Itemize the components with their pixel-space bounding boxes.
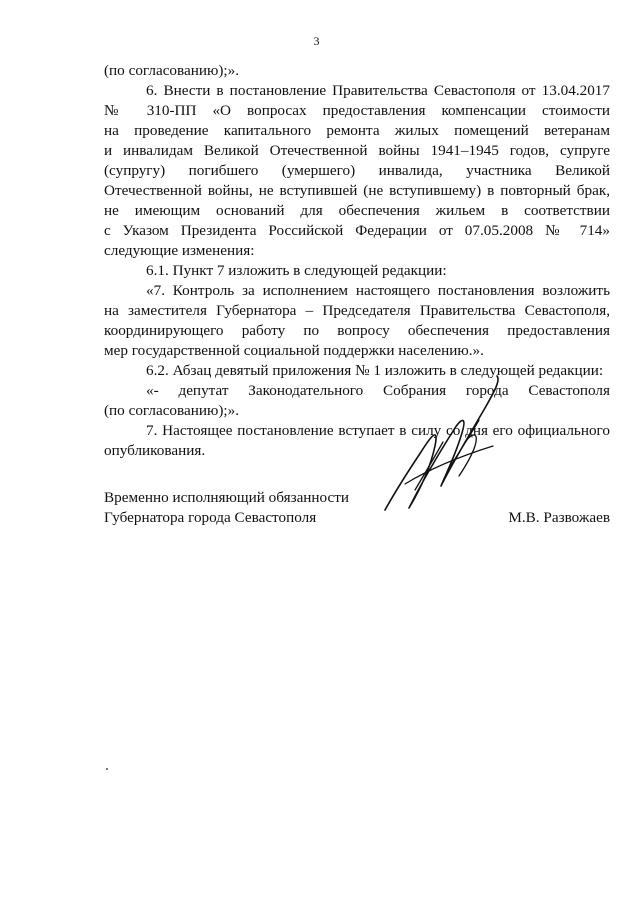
body-line: опубликования. <box>104 442 206 459</box>
body-line: «7. Контроль за исполнением настоящего постановления возложить <box>146 282 610 299</box>
body-line: 6.1. Пункт 7 изложить в следующей редакции: <box>146 262 447 279</box>
body-line: № 310-ПП «О вопросах предоставления компенсации стоимости <box>104 102 610 119</box>
body-line: 6.2. Абзац девятый приложения № 1 изложить в следующей редакции: <box>146 362 604 379</box>
body-line: (супругу) погибшего (умершего) инвалида, участника Великой <box>104 162 610 179</box>
signatory-position-line1: Временно исполняющий обязанности <box>104 489 350 506</box>
signatory-position-line2: Губернатора города Севастополя <box>104 509 317 526</box>
page-number: 3 <box>313 34 320 48</box>
body-line: на заместителя Губернатора – Председателя Правительства Севастополя, <box>104 302 610 319</box>
body-line: 7. Настоящее постановление вступает в силу со дня его официального <box>146 422 610 439</box>
body-line: с Указом Президента Российской Федерации от 07.05.2008 № 714» <box>104 222 610 239</box>
body-line: Отечественной войны, не вступившей (не вступившему) в повторный брак, <box>104 182 610 199</box>
body-line: не имеющим оснований для обеспечения жильем в соответствии <box>104 202 610 219</box>
body-line: «- депутат Законодательного Собрания города Севастополя <box>146 382 610 399</box>
body-line: следующие изменения: <box>104 242 255 259</box>
scan-speck <box>106 768 108 770</box>
body-line: мер государственной социальной поддержки населению.». <box>104 342 484 359</box>
body-line: 6. Внести в постановление Правительства Севастополя от 13.04.2017 <box>146 82 610 99</box>
body-line: и инвалидам Великой Отечественной войны 1941–1945 годов, супруге <box>104 142 610 159</box>
body-line: (по согласованию);». <box>104 402 240 419</box>
handwritten-signature <box>375 372 505 522</box>
signatory-name: М.В. Развожаев <box>508 509 610 526</box>
body-line: координирующего работу по вопросу обеспечения предоставления <box>104 322 610 339</box>
body-line: на проведение капитального ремонта жилых помещений ветеранам <box>104 122 610 139</box>
body-line: (по согласованию);». <box>104 62 240 79</box>
